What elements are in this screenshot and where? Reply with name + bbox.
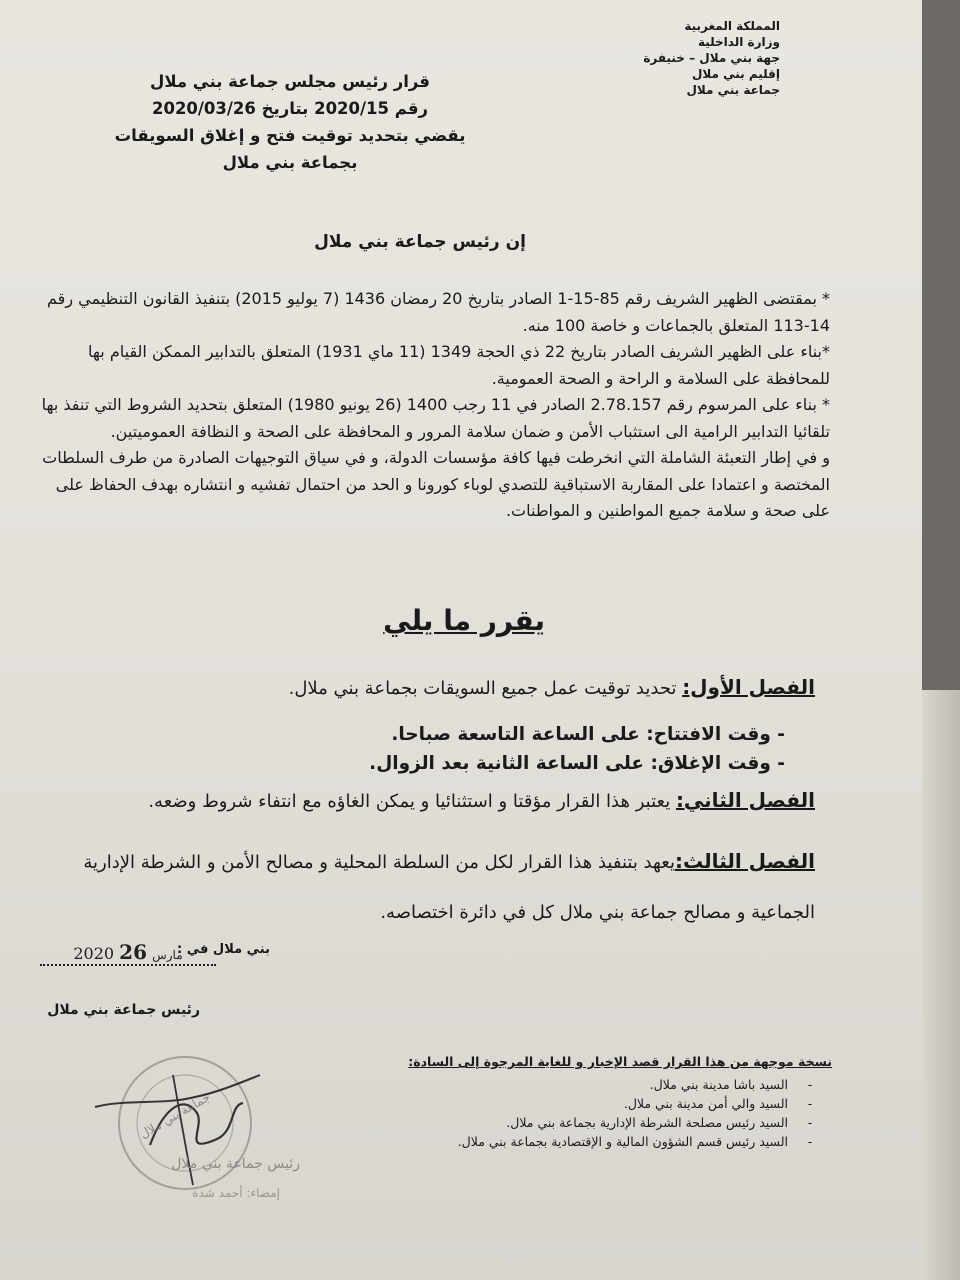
- preamble-paragraph: *بناء على الظهير الشريف الصادر بتاريخ 22 ذي الحجة 1349 (11 ماي 1931) المتعلق بالتدابير الممكن القيام بها للمحافظة على السلامة و الراحة و الصحة العمومية.: [88, 342, 830, 388]
- market-hours: [369, 720, 785, 778]
- signature-subtitle: إمضاء: أحمد شدة: [192, 1186, 280, 1200]
- preamble-paragraph: * بناء على المرسوم رقم 2.78.157 الصادر في 11 رجب 1400 (26 يونيو 1980) المتعلق بتحديد الشروط التي تنفذ بها تلقائيا التدابير الرامية الى استثباب الأمن و ضمان سلامة المرور و المحافظة على الصحة و النظافة العموميتين.: [41, 395, 830, 441]
- article-label: الفصل الأول:: [682, 675, 815, 699]
- date-line-label: بني ملال في :: [177, 942, 270, 957]
- article-label: الفصل الثالث:: [675, 849, 815, 873]
- preamble: [30, 286, 830, 525]
- article-2: [35, 785, 815, 817]
- copies-heading: نسخة موجهة من هذا القرار قصد الإخبار و للغاية المرجوة إلى السادة:: [408, 1054, 832, 1069]
- preamble-paragraph: * بمقتضى الظهير الشريف رقم 85-15-1 الصادر بتاريخ 20 رمضان 1436 (7 يوليو 2015) بتنفيذ القانون التنظيمي رقم 14-113 المتعلق بالجماعات و خاصة 100 منه.: [47, 289, 830, 335]
- letterhead-line: جماعة بني ملال: [686, 83, 780, 97]
- copy-recipient: - السيد رئيس قسم الشؤون المالية و الإقتصادية بجماعة بني ملال.: [312, 1132, 832, 1151]
- letterhead: [580, 18, 780, 98]
- copies-list: [312, 1075, 832, 1151]
- article-3: [40, 836, 815, 938]
- handwritten-date: [40, 940, 216, 966]
- article-1: [35, 672, 815, 704]
- article-text: تحديد توقيت عمل جميع السويقات بجماعة بني ملال.: [288, 678, 683, 699]
- closing-time: - وقت الإغلاق: على الساعة الثانية بعد الزوال.: [369, 753, 785, 774]
- title-line: رقم 2020/15 بتاريخ 2020/03/26: [151, 99, 429, 118]
- paper-edge: [922, 690, 960, 1280]
- preamble-paragraph: و في إطار التعبئة الشاملة التي انخرطت فيها كافة مؤسسات الدولة، و في سياق التوجيهات الصادرة من طرف السلطات المختصة و اعتمادا على المقاربة الاستباقية للتصدي لوباء كورونا و الحد من احتمال تفشيه و انتشاره بهدف الحفاظ على على صحة و سلامة جميع المواطنين و المواطنات.: [42, 448, 830, 520]
- decides-heading: يقرر ما يلي: [383, 604, 545, 637]
- copy-recipient: - السيد والي أمن مدينة بني ملال.: [312, 1094, 832, 1113]
- letterhead-line: المملكة المغربية: [684, 19, 780, 33]
- letterhead-line: جهة بني ملال – خنيفرة: [643, 51, 780, 65]
- title-line: بجماعة بني ملال: [222, 153, 358, 172]
- signature-title: رئيس جماعة بني ملال: [171, 1156, 300, 1172]
- date-year: 2020: [73, 944, 115, 963]
- letterhead-line: إقليم بني ملال: [691, 67, 780, 81]
- date-month: مارس: [152, 948, 183, 962]
- letterhead-line: وزارة الداخلية: [697, 35, 780, 49]
- article-label: الفصل الثاني:: [675, 788, 815, 812]
- article-text: يعهد بتنفيذ هذا القرار لكل من السلطة المحلية و مصالح الأمن و الشرطة الإدارية الجماعية و مصالح جماعة بني ملال كل في دائرة اختصاصه.: [83, 852, 815, 923]
- decision-title: [10, 68, 570, 176]
- opening-time: - وقت الافتتاح: على الساعة التاسعة صباحا.: [391, 724, 785, 745]
- signer-title: رئيس جماعة بني ملال: [47, 1002, 200, 1018]
- copies-section: [312, 1052, 832, 1151]
- copy-recipient: - السيد رئيس مصلحة الشرطة الإدارية بجماعة بني ملال.: [312, 1113, 832, 1132]
- stamp-text: جماعة بني ملال: [137, 1089, 213, 1142]
- date-day: 26: [119, 940, 148, 964]
- copy-recipient: - السيد باشا مدينة بني ملال.: [312, 1075, 832, 1094]
- issuer-heading: إن رئيس جماعة بني ملال: [314, 232, 526, 252]
- title-line: يقضي بتحديد توقيت فتح و إغلاق السويقات: [114, 126, 466, 145]
- article-text: يعتبر هذا القرار مؤقتا و استثنائيا و يمكن الغاؤه مع انتفاء شروط وضعه.: [148, 791, 676, 812]
- title-line: قرار رئيس مجلس جماعة بني ملال: [150, 72, 430, 91]
